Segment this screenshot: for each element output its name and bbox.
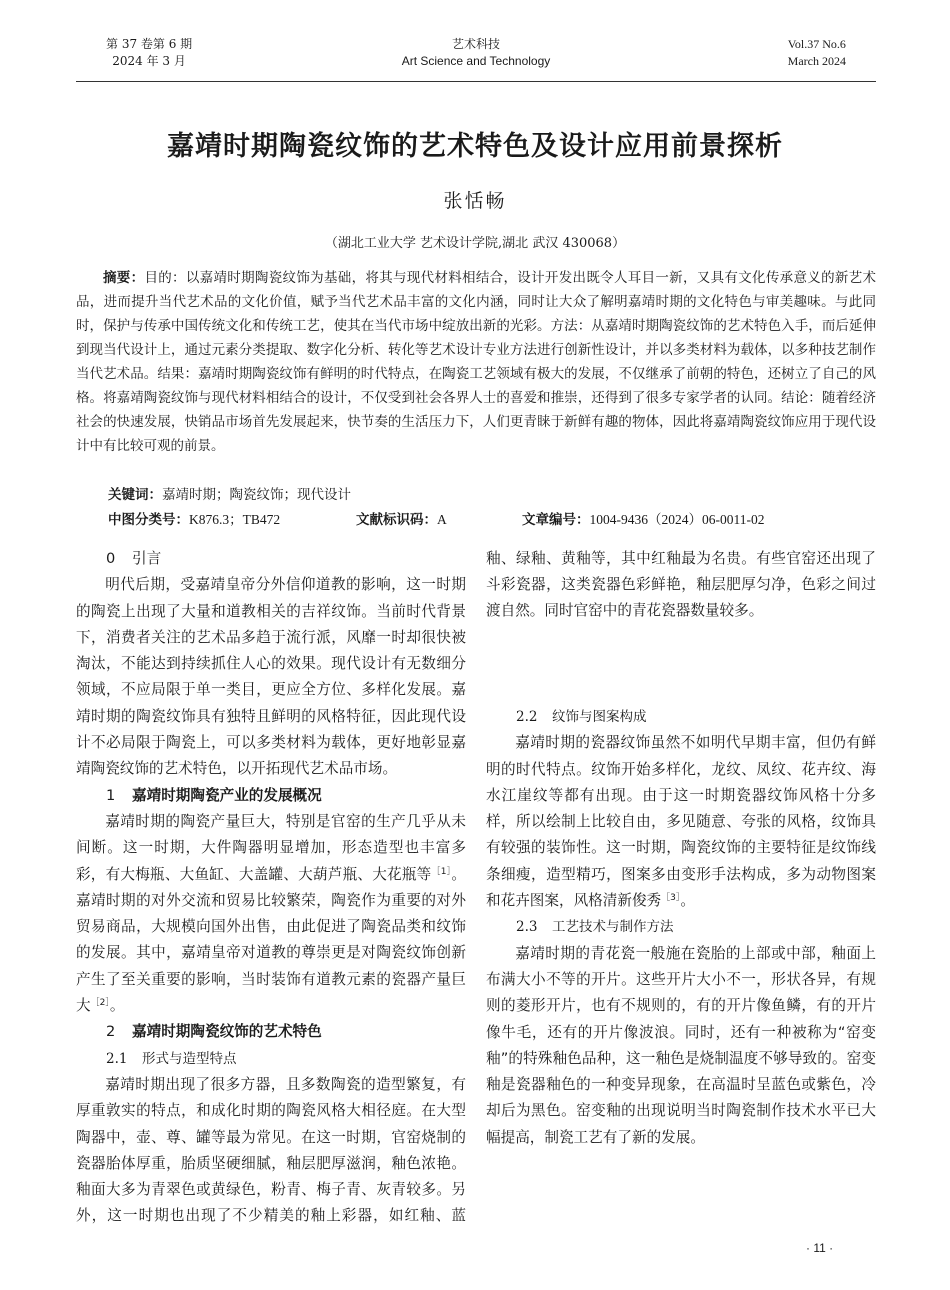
doc-value: A (437, 512, 447, 527)
subsection-title: 纹饰与图案构成 (552, 709, 647, 725)
paragraph-section-2-1-continued (486, 546, 876, 704)
article-value: 1004-9436（2024）06-0011-02 (589, 512, 765, 527)
section-number: 0 (106, 550, 116, 567)
citation: ［1］ (431, 866, 452, 877)
paragraph-text: 嘉靖时期的瓷器纹饰虽然不如明代早期丰富，但仍有鲜明的时代特点。纹饰开始多样化，龙纹、凤纹、花卉纹、海水江崖纹等都有出现。由于这一时期瓷器纹饰风格十分多样，所以绘制上比较自由，多见随意、夸张的风格，纹饰具有较强的装饰性。这一时期，陶瓷纹饰的主要特征是纹饰线条细瘦，造型精巧，图案多由变形手法构成，多为动物图案和花卉图案，风格清新俊秀 (486, 734, 876, 910)
journal-volume-info-en (788, 36, 846, 70)
clc-value: K876.3；TB472 (189, 512, 281, 527)
section-number: 1 (106, 786, 116, 804)
clc-code (108, 508, 280, 532)
abstract (76, 266, 876, 458)
issue-date: 2024 年 3 月 (112, 54, 186, 68)
subsection-title: 形式与造型特点 (142, 1050, 237, 1067)
volume-issue-en: Vol.37 No.6 (787, 37, 846, 51)
subsection-number: 2.2 (516, 709, 538, 725)
section-heading-2 (76, 1019, 466, 1045)
subsection-heading-2-1 (76, 1046, 466, 1072)
author-affiliation: （湖北工业大学 艺术设计学院,湖北 武汉 430068） (324, 236, 626, 251)
paragraph-section-2-1: 嘉靖时期出现了很多方器，且多数陶瓷的造型繁复，有厚重敦实的特点，和成化时期的陶瓷风格大相径庭。在大型陶器中，壶、尊、罐等最为常见。在这一时期，官窑烧制的瓷器胎体厚重，胎质坚硬细腻，釉层肥厚滋润，釉色浓艳。釉面大多为青翠色或黄绿色，粉青、梅子青、灰青较多。另外，这一时期也出现了不少精美的釉上彩器，如红釉、蓝 (76, 1075, 466, 1225)
document-code (356, 508, 447, 532)
keywords-label: 关键词： (108, 487, 162, 503)
paragraph-text: 。 (109, 997, 125, 1015)
running-header (76, 36, 876, 82)
volume-issue: 第 37 卷第 6 期 (106, 37, 193, 51)
keywords (108, 483, 351, 507)
paragraph-section-2-3: 嘉靖时期的青花瓷一般施在瓷胎的上部或中部，釉面上布满大小不等的开片。这些开片大小不一，形状各异，有规则的菱形开片，也有不规则的，有的开片像鱼鳞，有的开片像牛毛，还有的开片像波浪。同时，还有一种被称为“窑变釉”的特殊釉色品种，这一釉色是烧制温度不够导致的。窑变釉是瓷器釉色的一种变异现象，在高温时呈蓝色或紫色，冷却后为黑色。窑变釉的出现说明当时陶瓷制作技术水平已大幅提高，制瓷工艺有了新的发展。 (486, 944, 876, 1146)
paragraph-text: 。 (680, 892, 695, 910)
section-number: 2 (106, 1023, 116, 1041)
abstract-label: 摘要： (103, 270, 145, 286)
section-heading-1 (76, 783, 466, 809)
paragraph-text: 。嘉靖时期的对外交流和贸易比较繁荣，陶瓷作为重要的对外贸易商品，大规模向国外出售，由此促进了陶瓷品类和纹饰的发展。其中，嘉靖皇帝对道教的尊崇更是对陶瓷纹饰创新产生了至关重要的影响，当时装饰有道教元素的瓷器产量巨大 (76, 865, 466, 1015)
citation: ［3］ (661, 893, 681, 904)
paragraph-intro: 明代后期，受嘉靖皇帝分外信仰道教的影响，这一时期的陶瓷上出现了大量和道教相关的吉祥纹饰。当前时代背景下，消费者关注的艺术品多趋于流行派，风靡一时却很快被淘汰，不能达到持续抓住人心的效果。现代设计有无数细分领域，不应局限于单一类目，更应全方位、多样化发展。嘉靖时期的陶瓷纹饰具有独特且鲜明的风格特征，因此现代设计不必局限于陶瓷上，可以多类材料为载体，更好地彰显嘉靖陶瓷纹饰的艺术特色，以开拓现代艺术品市场。 (76, 576, 466, 778)
page-number: · 11 · (806, 1241, 834, 1255)
subsection-heading-2-2 (486, 704, 876, 730)
paragraph-section-2-2 (486, 730, 876, 914)
paragraph-text: 嘉靖时期的陶瓷产量巨大，特别是官窑的生产几乎从未间断。这一时期，大件陶器明显增加，形态造型也丰富多彩，有大梅瓶、大鱼缸、大盖罐、大葫芦瓶、大花瓶等 (76, 812, 466, 883)
section-title: 引言 (132, 550, 162, 567)
paragraph-section-1 (76, 809, 466, 1019)
clc-label: 中图分类号： (108, 512, 189, 528)
paragraph-text: 釉、绿釉、黄釉等，其中红釉最为名贵。有些官窑还出现了斗彩瓷器，这类瓷器色彩鲜艳，釉层肥厚匀净，色彩之间过渡自然。同时官窑中的青花瓷器数量较多。 (486, 549, 876, 620)
citation: ［2］ (90, 998, 110, 1009)
doc-label: 文献标识码： (356, 512, 437, 528)
section-title: 嘉靖时期陶瓷纹饰的艺术特色 (132, 1023, 322, 1041)
subsection-number: 2.1 (106, 1050, 128, 1067)
article-number (522, 508, 765, 532)
section-title: 嘉靖时期陶瓷产业的发展概况 (132, 786, 322, 804)
journal-name-cn: 艺术科技 (451, 37, 500, 51)
body-column-left (76, 546, 466, 1230)
journal-name (76, 36, 876, 70)
section-heading-intro (76, 546, 466, 572)
keywords-text: 嘉靖时期；陶瓷纹饰；现代设计 (162, 487, 351, 503)
article-label: 文章编号： (522, 512, 590, 528)
author-name: 张恬畅 (443, 190, 507, 212)
body-column-right (486, 546, 876, 1151)
abstract-text: 目的：以嘉靖时期陶瓷纹饰为基础，将其与现代材料相结合，设计开发出既令人耳目一新，又具有文化传承意义的新艺术品，进而提升当代艺术品的文化价值，赋予当代艺术品丰富的文化内涵，同时让大众了解明嘉靖时期的文化特色与审美趣味。与此同时，保护与传承中国传统文化和传统工艺，使其在当代市场中绽放出新的光彩。方法：从嘉靖时期陶瓷纹饰的艺术特色入手，而后延伸到现当代设计上，通过元素分类提取、数字化分析、转化等艺术设计专业方法进行创新性设计，并以多类材料为载体，以多种技艺制作当代艺术品。结果：嘉靖时期陶瓷纹饰有鲜明的时代特点，在陶瓷工艺领域有极大的发展，不仅继承了前朝的特色，还树立了自己的风格。将嘉靖陶瓷纹饰与现代材料相结合的设计，不仅受到社会各界人士的喜爱和推崇，还得到了很多专家学者的认同。结论：随着经济社会的快速发展，快销品市场首先发展起来，快节奏的生活压力下，人们更青睐于新鲜有趣的物体，因此将嘉靖陶瓷纹饰应用于现代设计中有比较可观的前景。 (76, 270, 877, 454)
subsection-number: 2.3 (516, 919, 538, 936)
paper-title: 嘉靖时期陶瓷纹饰的艺术特色及设计应用前景探析 (167, 131, 783, 162)
subsection-heading-2-3 (486, 914, 876, 940)
issue-date-en: March 2024 (787, 54, 846, 68)
subsection-title: 工艺技术与制作方法 (552, 919, 674, 936)
journal-name-en: Art Science and Technology (401, 54, 551, 68)
